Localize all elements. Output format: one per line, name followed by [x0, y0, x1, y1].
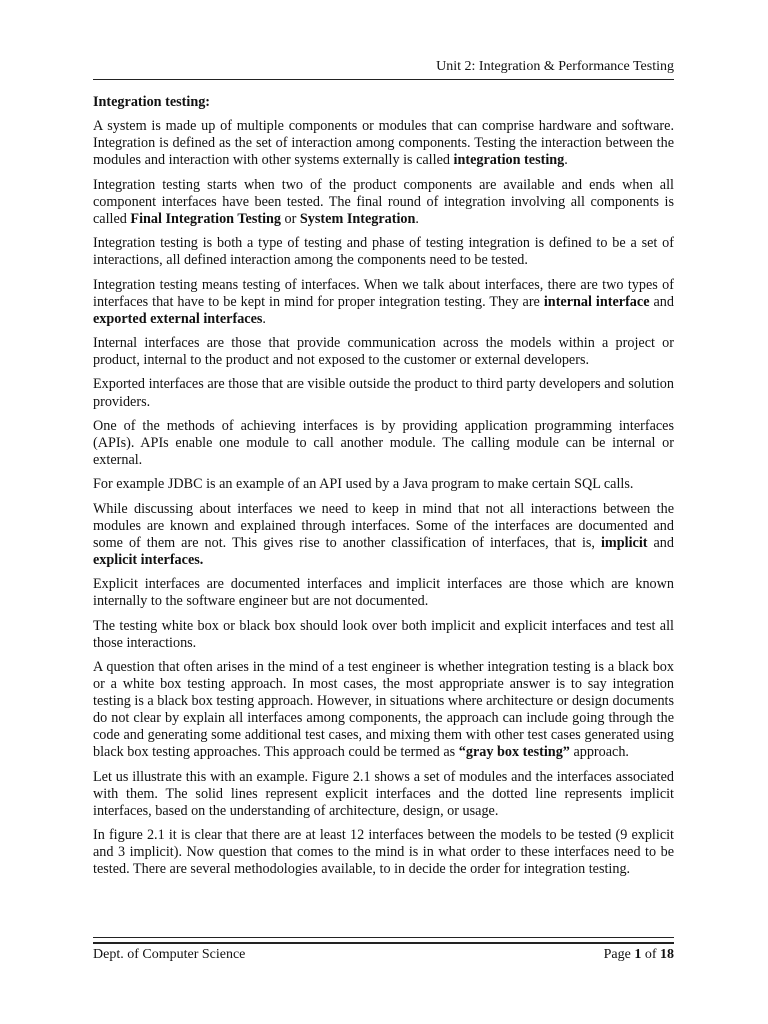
- page-header: [93, 58, 674, 80]
- paragraph-6: Exported interfaces are those that are visible outside the product to third party developers and solution providers.: [93, 376, 674, 410]
- paragraph-14: In figure 2.1 it is clear that there are at least 12 interfaces between the models to be tested (9 explicit and 3 implicit). Now question that comes to the mind is in what order to these interfaces need to be tested. There are several methodologies available, to in decide the order for integration testing.: [93, 827, 674, 878]
- paragraph-10: Explicit interfaces are documented interfaces and implicit interfaces are those which are known internally to the software engineer but are not documented.: [93, 576, 674, 610]
- section-heading: Integration testing:: [93, 94, 211, 110]
- paragraph-4: Integration testing means testing of interfaces. When we talk about interfaces, there are two types of interfaces that have to be kept in mind for proper integration testing. They are internal interface and exported external interfaces.: [93, 276, 674, 327]
- footer-divider: [93, 937, 674, 944]
- paragraph-2: Integration testing starts when two of the product components are available and ends when all component interfaces have been tested. The final round of integration involving all components is called Final Integration Testing or System Integration.: [93, 176, 674, 227]
- paragraph-7: One of the methods of achieving interfaces is by providing application programming interfaces (APIs). APIs enable one module to call another module. The calling module can be internal or external.: [93, 417, 674, 468]
- page-number: Page 1 of 18: [603, 947, 674, 962]
- paragraph-13: Let us illustrate this with an example. Figure 2.1 shows a set of modules and the interfaces associated with them. The solid lines represent explicit interfaces and the dotted line represents implicit interfaces, based on the understanding of architecture, design, or usage.: [93, 768, 674, 819]
- paragraph-9: While discussing about interfaces we need to keep in mind that not all interactions between the modules are known and explained through interfaces. Some of the interfaces are documented and some of them are not. This gives rise to another classification of interfaces, that is, implicit and explicit interfaces.: [93, 500, 674, 568]
- paragraph-3: Integration testing is both a type of testing and phase of testing integration is defined to be a set of interactions, all defined interaction among the components need to be tested.: [93, 235, 674, 269]
- footer-department: Dept. of Computer Science: [93, 947, 246, 962]
- paragraph-1: A system is made up of multiple components or modules that can comprise hardware and software. Integration is defined as the set of interaction among components. Testing the interaction between the modules and interaction with other systems externally is called integration testing.: [93, 118, 674, 169]
- paragraph-5: Internal interfaces are those that provide communication across the models within a project or product, internal to the product and not exposed to the customer or external developers.: [93, 335, 674, 369]
- document-body: [93, 94, 674, 886]
- paragraph-8: For example JDBC is an example of an API used by a Java program to make certain SQL calls.: [93, 476, 634, 493]
- header-title: Unit 2: Integration & Performance Testing: [436, 59, 674, 74]
- paragraph-12: A question that often arises in the mind of a test engineer is whether integration testing is a black box or a white box testing approach. In most cases, the most appropriate answer is to say integration testing is a black box testing approach. However, in situations where architecture or design documents do not clear by explain all interfaces among components, the approach can include going through the code and generating some additional test cases, and mixing them with other test cases generated using black box testing approaches. This approach could be termed as “gray box testing” approach.: [93, 658, 674, 761]
- paragraph-11: The testing white box or black box should look over both implicit and explicit interfaces and test all those interactions.: [93, 617, 674, 651]
